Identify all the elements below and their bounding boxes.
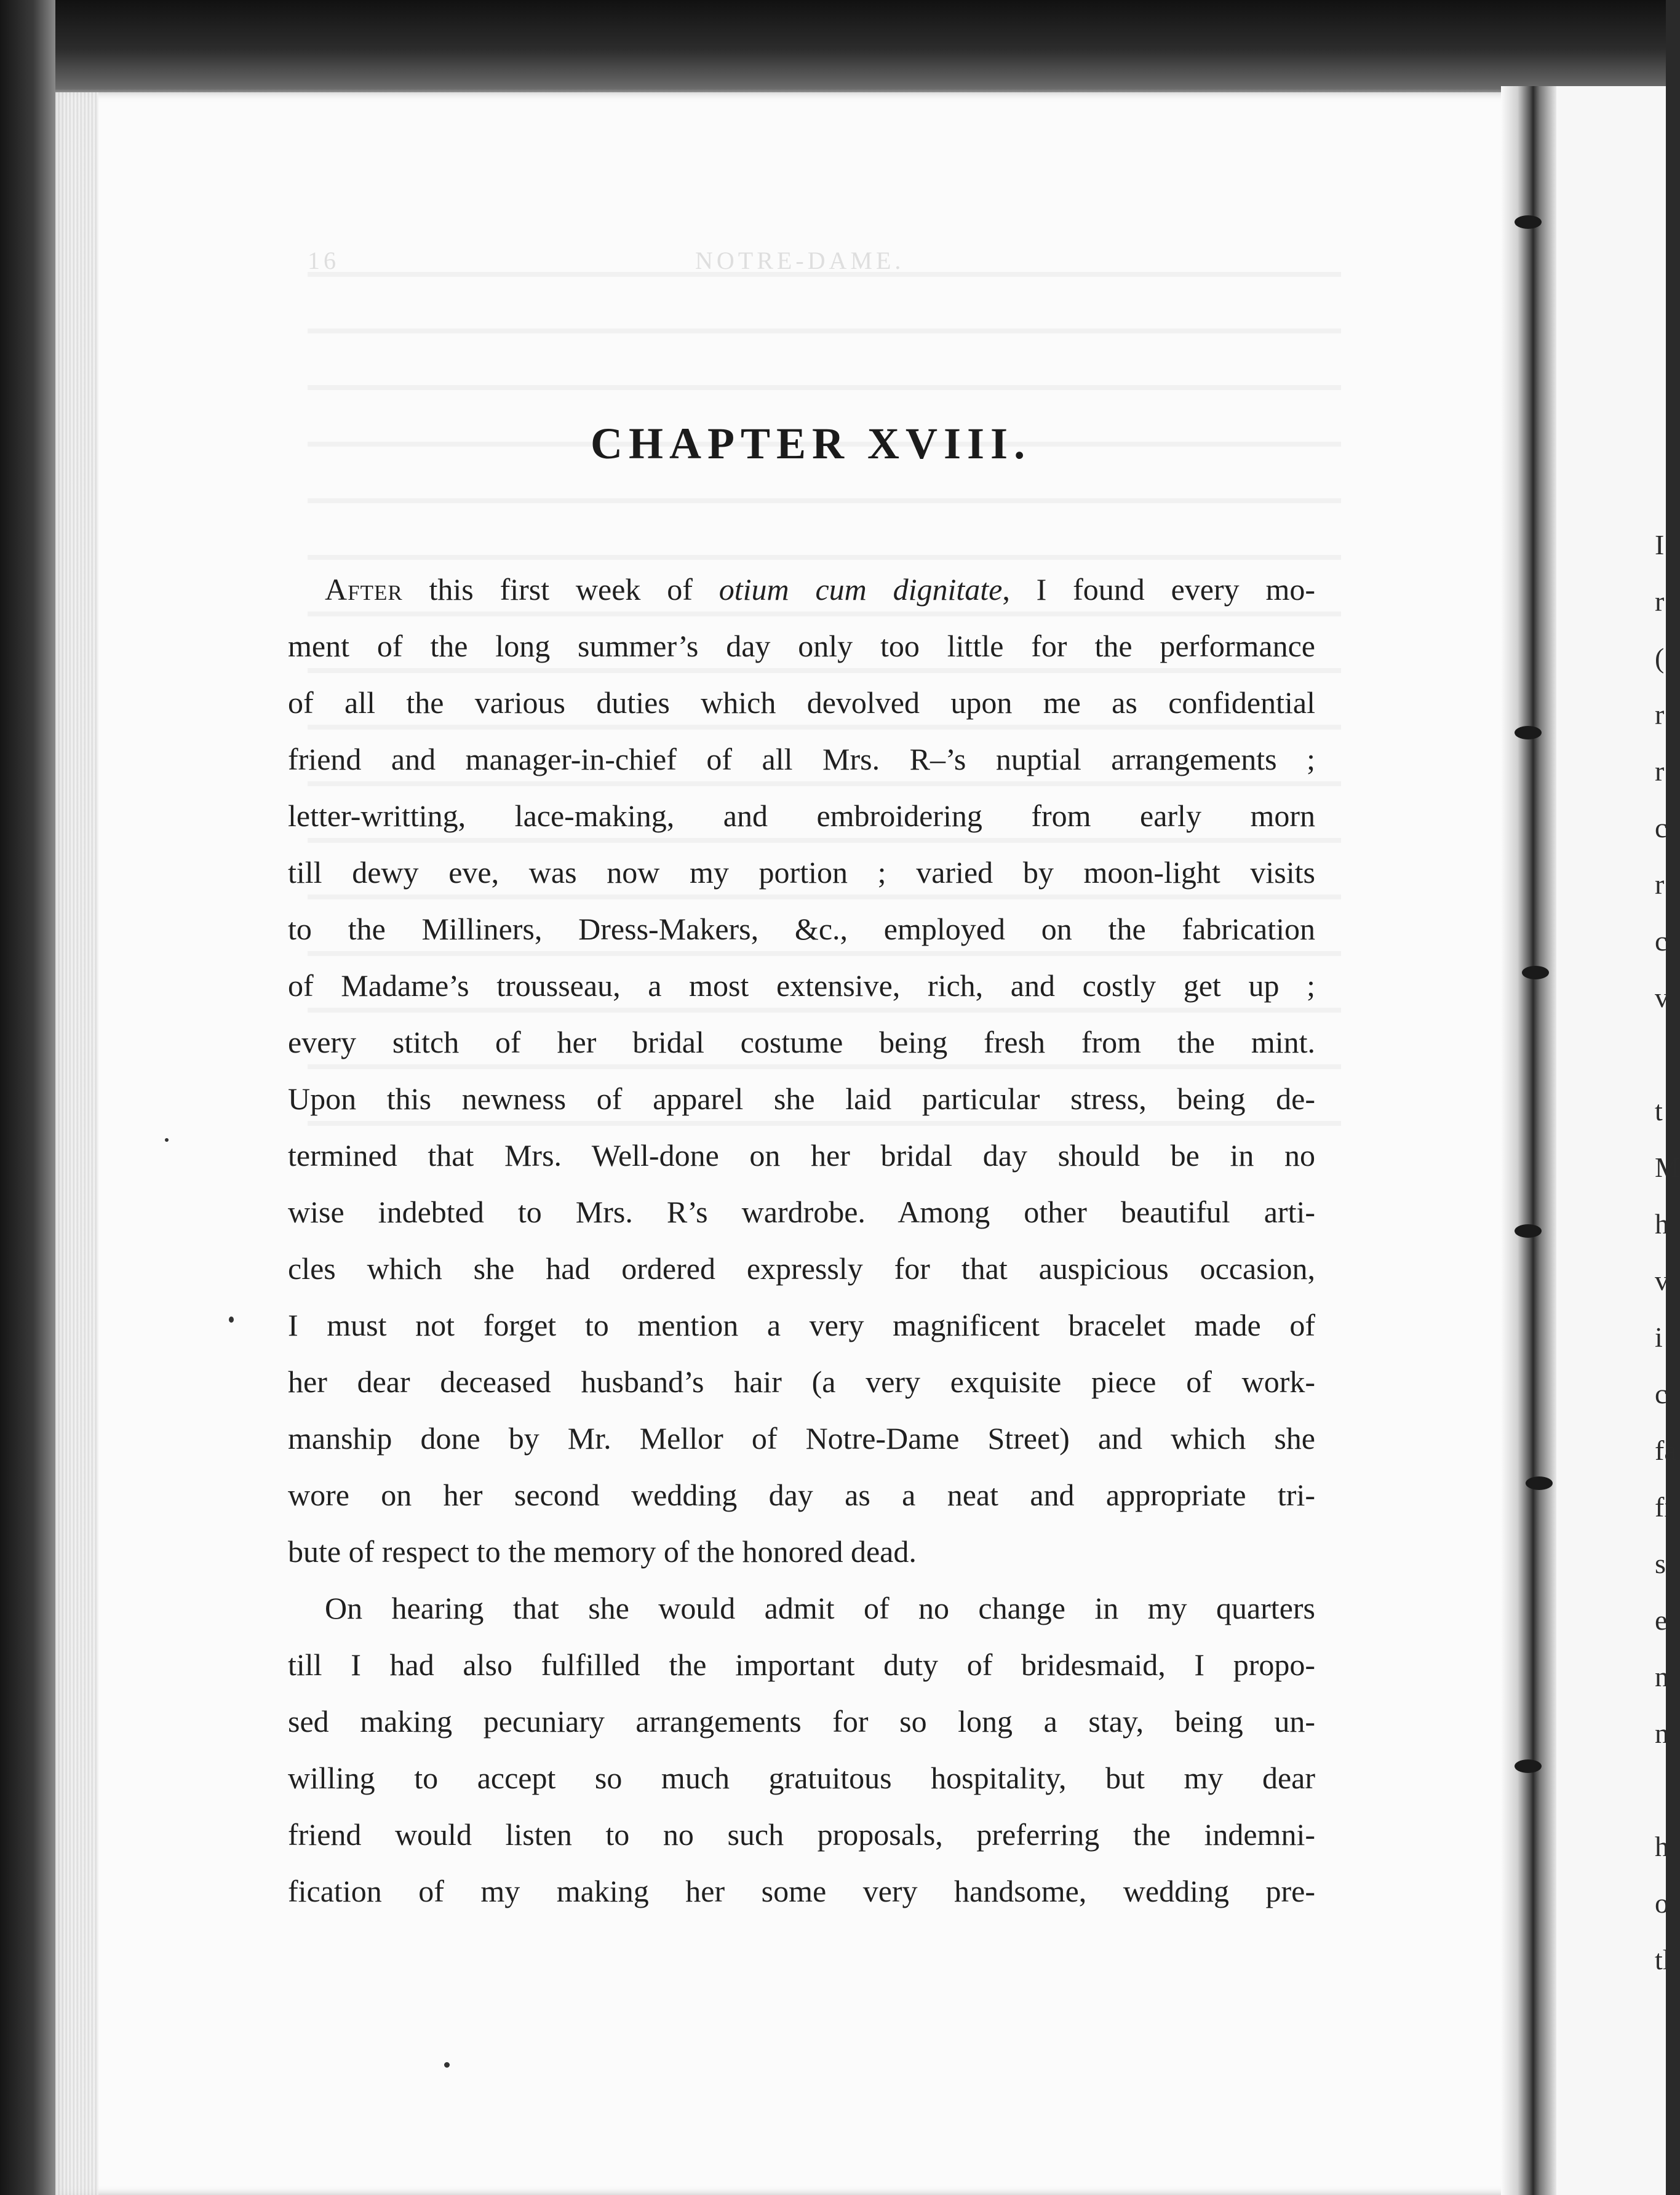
text-line: wore on her second wedding day as a neat and appropriate tri- — [288, 1478, 1315, 1512]
facing-fragment: h — [1655, 1208, 1669, 1240]
chapter-title: CHAPTER XVIII. — [591, 419, 1032, 468]
facing-fragment: t — [1655, 1095, 1663, 1126]
body-text — [288, 561, 1315, 1919]
text-line: of Madame’s trousseau, a most extensive, rich, and costly get up ; — [288, 968, 1315, 1003]
text-line: friend would listen to no such proposals, preferring the indemni- — [288, 1817, 1315, 1852]
text-line: of all the various duties which devolved upon me as confidential — [288, 685, 1315, 720]
facing-fragment: tl — [1655, 1944, 1671, 1975]
page-number: 16 — [308, 247, 340, 274]
facing-fragment: fa — [1655, 1435, 1677, 1466]
text-line: till dewy eve, was now my portion ; varied by moon-light visits — [288, 855, 1315, 890]
facing-fragment: c — [1655, 925, 1668, 957]
facing-fragment: h — [1655, 1831, 1669, 1862]
facing-fragment — [1655, 1762, 1666, 1819]
facing-fragment: v — [1655, 1265, 1669, 1296]
text-line: wise indebted to Mrs. R’s wardrobe. Among other beautiful arti- — [288, 1195, 1315, 1229]
binding-stitch — [1515, 726, 1542, 739]
text-line: willing to accept so much gratuitous hospitality, but my dear — [288, 1761, 1315, 1795]
paragraph — [288, 1580, 1315, 1919]
scanner-top-border — [0, 0, 1666, 98]
facing-fragment: n — [1655, 1718, 1669, 1749]
binding-stitch — [1515, 1224, 1542, 1238]
text-line: sed making pecuniary arrangements for so long a stay, being un- — [288, 1704, 1315, 1739]
text-line: friend and manager-in-chief of all Mrs. R–’s nuptial arrangements ; — [288, 742, 1315, 776]
lead-word: After — [325, 572, 403, 607]
text-line: ment of the long summer’s day only too little for the performance — [288, 629, 1315, 663]
italic-phrase: otium cum dignitate — [719, 572, 1003, 607]
text-line: I must not forget to mention a very magnificent bracelet made of — [288, 1308, 1315, 1342]
facing-fragment: o — [1655, 1887, 1669, 1919]
scanner-left-border — [0, 0, 55, 2195]
text-line: bute of respect to the memory of the honored dead. — [288, 1534, 917, 1569]
facing-fragment — [1655, 1026, 1666, 1083]
facing-fragment: r — [1655, 699, 1665, 730]
facing-fragment: I — [1655, 529, 1665, 560]
facing-fragment: r — [1655, 755, 1665, 787]
facing-fragment: e — [1655, 1604, 1668, 1636]
ink-speck — [165, 1138, 169, 1142]
facing-page — [1556, 86, 1680, 2195]
facing-fragment: v — [1655, 982, 1669, 1013]
facing-fragment: c — [1655, 1378, 1668, 1409]
text-line: to the Milliners, Dress-Makers, &c., employed on the fabrication — [288, 912, 1315, 946]
facing-fragment: i — [1655, 1321, 1663, 1353]
book-gutter — [1501, 86, 1556, 2195]
facing-fragment: n — [1655, 1661, 1669, 1692]
text-span: , I found every mo- — [1002, 572, 1315, 607]
facing-fragment: r — [1655, 869, 1665, 900]
facing-fragment: fi — [1655, 1491, 1673, 1523]
facing-fragment: c — [1655, 812, 1668, 843]
text-line — [288, 561, 1315, 618]
page-stack-edges — [55, 92, 98, 2195]
text-line: till I had also fulfilled the important duty of bridesmaid, I propo- — [288, 1647, 1315, 1682]
binding-stitch — [1522, 966, 1549, 979]
text-line: On hearing that she would admit of no change in my quarters — [325, 1591, 1315, 1625]
binding-stitch — [1526, 1476, 1553, 1490]
text-line: her dear deceased husband’s hair (a very exquisite piece of work- — [288, 1364, 1315, 1399]
text-line: every stitch of her bridal costume being fresh from the mint. — [288, 1025, 1315, 1059]
facing-fragment: r — [1655, 586, 1665, 617]
running-head-title: NOTRE-DAME. — [695, 247, 905, 274]
text-line: fication of my making her some very handsome, wedding pre- — [288, 1874, 1315, 1908]
binding-stitch — [1515, 1759, 1542, 1773]
text-line: letter-writting, lace-making, and embroidering from early morn — [288, 799, 1315, 833]
text-line: cles which she had ordered expressly for that auspicious occasion, — [288, 1251, 1315, 1286]
paragraph — [288, 561, 1315, 1580]
facing-fragment: s. — [1655, 1548, 1673, 1579]
ink-speck — [444, 2062, 450, 2068]
ink-speck — [229, 1317, 234, 1323]
facing-fragment: ( — [1655, 642, 1665, 674]
binding-stitch — [1515, 215, 1542, 229]
facing-page-text — [1655, 517, 1680, 1988]
facing-fragment: M — [1655, 1152, 1680, 1183]
text-span: this first week of — [402, 572, 719, 607]
text-line: manship done by Mr. Mellor of Notre-Dame Street) and which she — [288, 1421, 1315, 1456]
text-line: termined that Mrs. Well-done on her bridal day should be in no — [288, 1138, 1315, 1173]
text-line: Upon this newness of apparel she laid particular stress, being de- — [288, 1082, 1315, 1116]
